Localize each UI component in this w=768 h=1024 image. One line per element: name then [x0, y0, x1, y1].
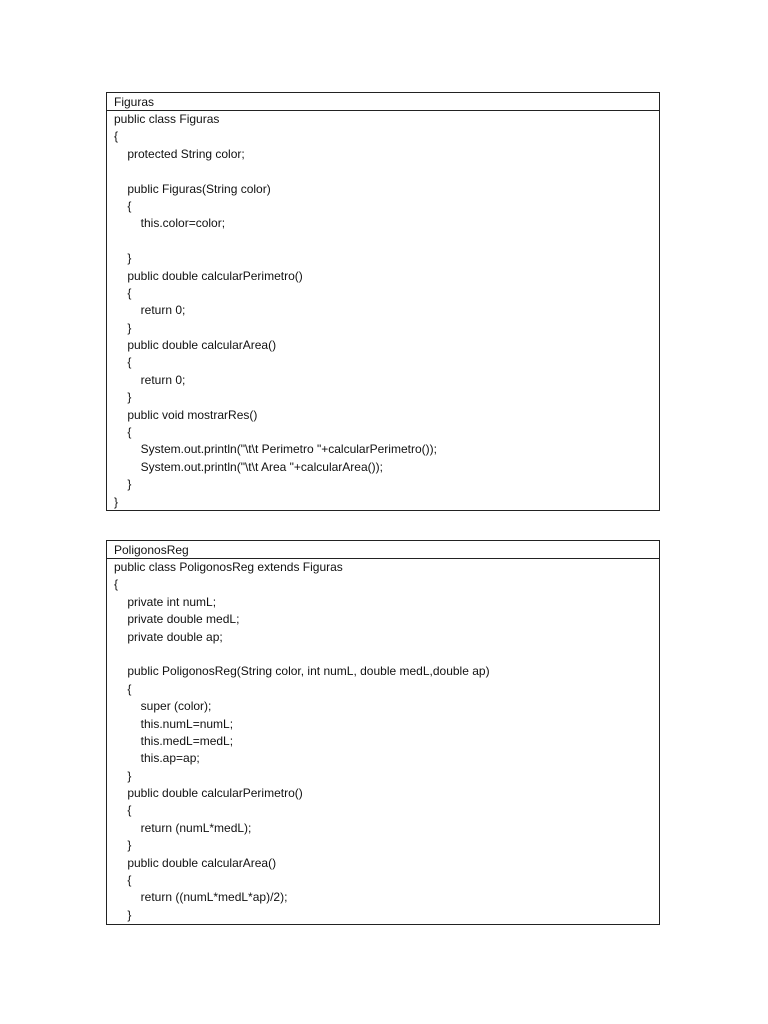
code-line: { — [114, 425, 132, 440]
code-line — [114, 646, 659, 663]
code-line: { — [114, 355, 132, 370]
code-line: } — [114, 768, 132, 783]
code-line: } — [114, 838, 132, 853]
code-line: super (color); — [114, 699, 212, 714]
code-line: } — [114, 907, 132, 922]
figuras-code-body — [107, 111, 659, 511]
poligonosreg-code-table — [106, 540, 660, 925]
code-line: return 0; — [114, 303, 186, 318]
code-line: public double calcularPerimetro() — [114, 268, 303, 283]
code-line: this.medL=medL; — [114, 733, 234, 748]
code-line: private int numL; — [114, 594, 217, 609]
code-line — [114, 233, 659, 250]
code-line: return (numL*medL); — [114, 820, 252, 835]
code-line: return 0; — [114, 372, 186, 387]
poligonosreg-table-title: PoligonosReg — [107, 541, 659, 559]
code-line: public void mostrarRes() — [114, 407, 258, 422]
code-line — [114, 163, 659, 180]
code-line: } — [114, 251, 132, 266]
code-line: { — [114, 803, 132, 818]
code-line: System.out.println("\t\t Area "+calcularArea()); — [114, 459, 383, 474]
code-line: public double calcularArea() — [114, 338, 277, 353]
code-line: public PoligonosReg(String color, int numL, double medL,double ap) — [114, 664, 490, 679]
code-line: public Figuras(String color) — [114, 181, 271, 196]
code-line: { — [114, 129, 119, 144]
code-line: } — [114, 494, 119, 509]
code-line: return ((numL*medL*ap)/2); — [114, 890, 288, 905]
code-line: System.out.println("\t\t Perimetro "+calcularPerimetro()); — [114, 442, 437, 457]
code-line: { — [114, 198, 132, 213]
code-line: } — [114, 320, 132, 335]
code-line: public double calcularArea() — [114, 855, 277, 870]
code-line: { — [114, 873, 132, 888]
code-line: } — [114, 390, 132, 405]
code-line: this.ap=ap; — [114, 751, 200, 766]
figuras-table-title: Figuras — [107, 93, 659, 111]
code-line: private double ap; — [114, 629, 223, 644]
code-line: public class PoligonosReg extends Figuras — [114, 560, 343, 574]
code-line: { — [114, 681, 132, 696]
code-line: protected String color; — [114, 146, 245, 161]
code-line: } — [114, 477, 132, 492]
figuras-code-table — [106, 92, 660, 511]
code-line: this.numL=numL; — [114, 716, 234, 731]
code-line: public class Figuras — [114, 112, 220, 126]
code-line: { — [114, 577, 119, 592]
poligonosreg-code-body — [107, 559, 659, 924]
code-line: public double calcularPerimetro() — [114, 786, 303, 801]
code-line: private double medL; — [114, 612, 240, 627]
code-line: this.color=color; — [114, 216, 226, 231]
code-line: { — [114, 285, 132, 300]
